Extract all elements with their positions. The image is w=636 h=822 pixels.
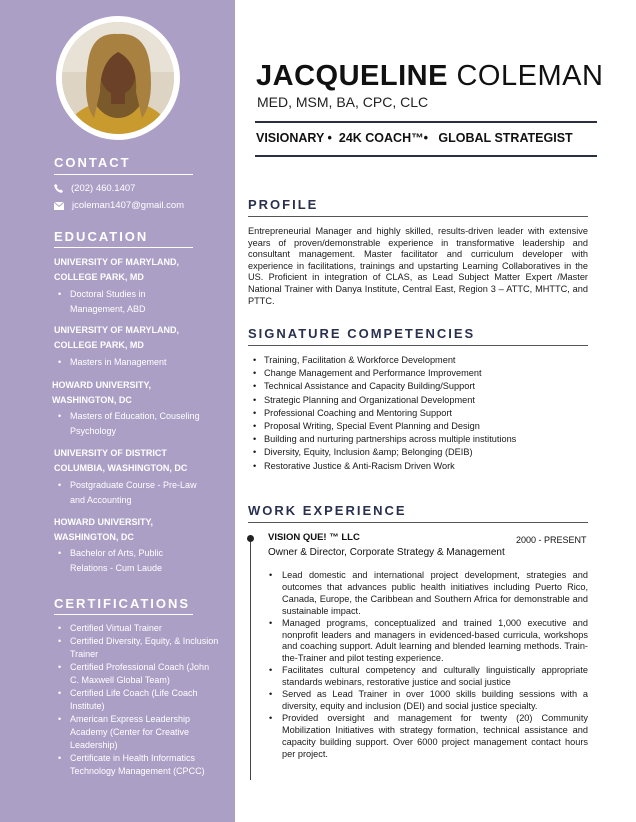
edu-school: HOWARD UNIVERSITY, WASHINGTON, DC: [54, 517, 154, 542]
competencies-list: [264, 354, 594, 473]
tagline-item: 24K COACH™: [338, 131, 424, 145]
certifications-rule: [54, 614, 193, 615]
profile-text: Entrepreneurial Manager and highly skilled, results-driven leader with extensive years of proven/demonstrable experience in transformative leadership and consultant management. Master facilitator and curriculum developer with experience in facilitations, trainings and upstarting Learning Collaboratives in the US. Proficient in integration of CLAS, as Lead Subject Matter Expert /Master National Trainer with Danya Institute, Central East, Region 3 – ATTC, MHTTC, and PTTC.: [248, 226, 588, 306]
edu-degree: • Masters of Education, Couseling Psychology: [70, 409, 200, 439]
list-item: • Provided oversight and management for twenty (20) Community Mobilization Initiatives with strategy formation, technical assistance and capacity building support. Over 6000 project management contact hours per project.: [282, 713, 588, 761]
list-item: • Technical Assistance and Capacity Building/Support: [264, 380, 594, 393]
first-name: JACQUELINE: [256, 60, 448, 92]
list-item: • American Express Leadership Academy (Center for Creative Leadership): [70, 713, 220, 752]
contact-email: [54, 200, 184, 211]
credentials: MED, MSM, BA, CPC, CLC: [257, 94, 429, 110]
contact-heading: CONTACT: [54, 155, 131, 170]
sidebar: [0, 0, 235, 822]
timeline-dot: [247, 535, 254, 542]
tagline-item: GLOBAL STRATEGIST: [438, 131, 573, 145]
avatar: [62, 22, 174, 134]
certifications-heading: CERTIFICATIONS: [54, 596, 191, 611]
list-item: • Training, Facilitation & Workforce Development: [264, 354, 594, 367]
contact-phone: [54, 183, 135, 194]
profile-photo: [56, 16, 180, 140]
competencies-rule: [248, 345, 588, 346]
job-title: Owner & Director, Corporate Strategy & Management: [268, 547, 505, 558]
list-item: • Certified Virtual Trainer: [70, 622, 220, 635]
header-rule-top: [255, 121, 597, 123]
edu-degree: • Masters in Management: [70, 355, 200, 370]
email-address[interactable]: jcoleman1407@gmail.com: [72, 200, 185, 211]
phone-number[interactable]: (202) 460.1407: [71, 183, 136, 194]
header-rule-bottom: [255, 155, 597, 157]
work-rule: [248, 522, 588, 523]
list-item: • Managed programs, conceptualized and trained 1,000 executive and nonprofit leaders and managers in evidenced-based curricula, workshops and coaching support. Adult learning and blended learning methods. Train-the-Trainer and pilot testing experience.: [282, 618, 588, 666]
profile-rule: [248, 216, 588, 217]
list-item: • Professional Coaching and Mentoring Support: [264, 407, 594, 420]
tagline: [256, 131, 573, 145]
envelope-icon: [54, 202, 64, 210]
edu-school: UNIVERSITY OF MARYLAND, COLLEGE PARK, MD: [54, 257, 180, 282]
list-item: • Certified Life Coach (Life Coach Institute): [70, 687, 220, 713]
list-item: • Certified Professional Coach (John C. Maxwell Global Team): [70, 661, 220, 687]
last-name: COLEMAN: [456, 60, 604, 92]
job-duties: [282, 570, 588, 761]
edu-school: UNIVERSITY OF DISTRICT COLUMBIA, WASHINGTON, DC: [54, 448, 188, 473]
edu-degree: • Postgraduate Course - Pre-Law and Accounting: [70, 478, 200, 508]
education-rule: [54, 247, 193, 248]
edu-school: UNIVERSITY OF MARYLAND, COLLEGE PARK, MD: [54, 325, 180, 350]
phone-icon: [54, 184, 63, 193]
edu-school: HOWARD UNIVERSITY, WASHINGTON, DC: [52, 380, 152, 405]
competencies-heading: SIGNATURE COMPETENCIES: [248, 326, 476, 341]
list-item: • Change Management and Performance Improvement: [264, 367, 594, 380]
job-dates: 2000 - PRESENT: [516, 535, 587, 545]
job-company: VISION QUE! ™ LLC: [268, 532, 360, 543]
list-item: • Diversity, Equity, Inclusion &amp; Belonging (DEIB): [264, 446, 594, 459]
certifications-list: [70, 622, 220, 778]
tagline-item: VISIONARY: [256, 131, 325, 145]
work-heading: WORK EXPERIENCE: [248, 503, 407, 518]
edu-degree: • Bachelor of Arts, Public Relations - Cum Laude: [70, 546, 200, 576]
profile-heading: PROFILE: [248, 197, 319, 212]
list-item: • Lead domestic and international project development, strategies and outcomes that advances public health initiatives including Puerto Rico, Canada, Europe, the Caribbean and Southern Africa for demonstrable and sustainable impact.: [282, 570, 588, 618]
tagline-separator: •: [324, 131, 339, 145]
contact-rule: [54, 174, 193, 175]
list-item: • Restorative Justice & Anti-Racism Driven Work: [264, 460, 594, 473]
list-item: • Facilitates cultural competency and culturally linguistically appropriate standards webinars, restorative justice and social justice: [282, 665, 588, 689]
edu-degree: • Doctoral Studies in Management, ABD: [70, 287, 200, 317]
list-item: • Building and nurturing partnerships across multiple institutions: [264, 433, 594, 446]
full-name: [256, 60, 603, 93]
timeline-line: [250, 536, 251, 780]
list-item: • Strategic Planning and Organizational Development: [264, 394, 594, 407]
list-item: • Served as Lead Trainer in over 1000 skills building sessions with a diversity, equity and inclusion (DEI) and social justice specialty.: [282, 689, 588, 713]
tagline-separator: •: [423, 131, 439, 145]
education-heading: EDUCATION: [54, 229, 149, 244]
list-item: • Proposal Writing, Special Event Planning and Design: [264, 420, 594, 433]
list-item: • Certificate in Health Informatics Technology Management (CPCC): [70, 752, 220, 778]
list-item: • Certified Diversity, Equity, & Inclusion Trainer: [70, 635, 220, 661]
